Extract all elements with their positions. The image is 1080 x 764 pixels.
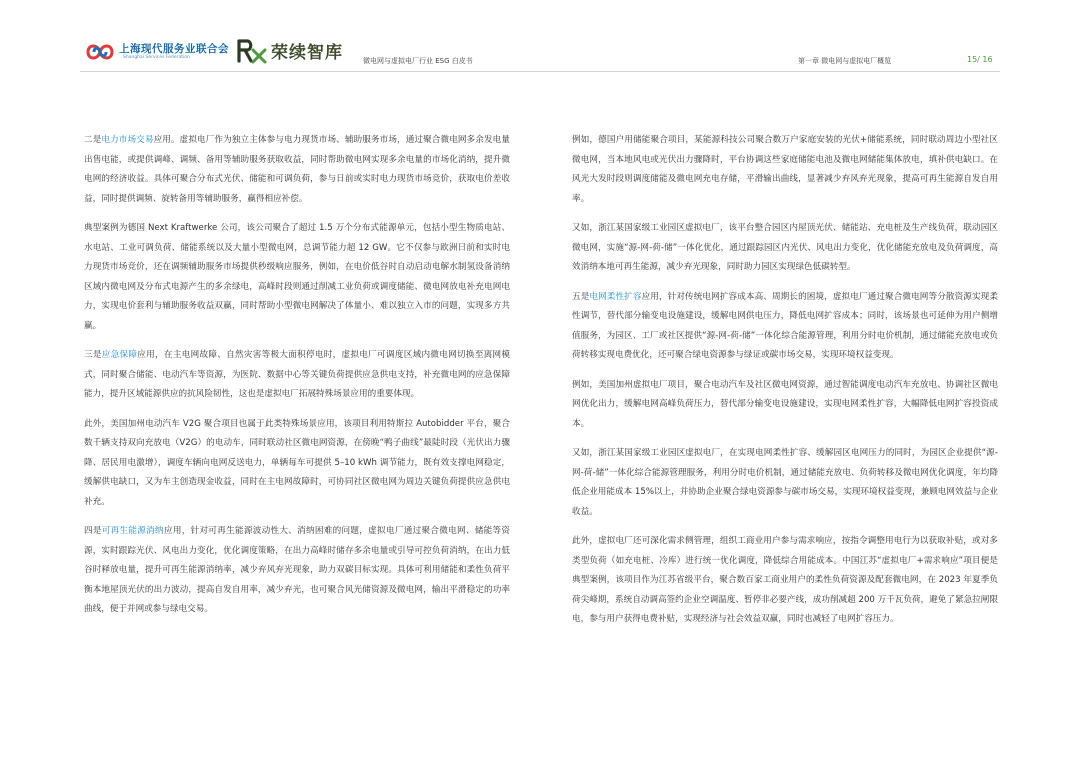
left-column [84, 131, 510, 630]
organization-name: 上海现代服务业联合会 [119, 43, 229, 55]
highlight-term: 应急保障 [101, 350, 138, 360]
page-number: 15/ 16 [967, 55, 993, 64]
right-column [572, 131, 998, 640]
highlight-term: 可再生能源消纳 [101, 526, 164, 536]
paragraph: 三是应急保障应用，在主电网故障、自然灾害等极大面积停电时，虚拟电厂可调度区域内微电网切换至离网模式，同时聚合储能、电动汽车等资源，为医院、数据中心等关键负荷提供应急供电支持，补充微电网的应急保障能力，提升区域能源供应的抗风险韧性，这也是虚拟电厂拓展特殊场景应用的重要体现。 [84, 350, 510, 399]
page-header [0, 0, 1080, 80]
chapter-title: 第一章 微电网与虚拟电厂概览 [798, 57, 892, 65]
brand-name: 荣续智库 [271, 43, 343, 63]
highlight-term: 电网柔性扩容 [589, 291, 642, 302]
federation-logo-icon [84, 40, 116, 64]
paragraph: 又如，浙江某国家级工业园区虚拟电厂，该平台整合园区内屋顶光伏、储能站、充电桩及生产线负荷，联动园区微电网，实施“源-网-荷-储”一体化优化，通过跟踪园区内光伏、风电出力变化，优化储能充放电及负荷调度，高效消纳本地可再生能源，减少弃光现象，同时助力园区实现绿色低碳转型。 [572, 223, 998, 272]
paragraph: 二是电力市场交易应用。虚拟电厂作为独立主体参与电力现货市场、辅助服务市场，通过聚合微电网多余发电量出售电能，或提供调峰、调频、备用等辅助服务获取收益，同时帮助微电网实现多余电量的市场化消纳，提升微电网的经济收益。具体可聚合分布式光伏、储能和可调负荷，参与日前或实时电力现货市场竞价，获取电价差收益，同时提供调频、旋转备用等辅助服务，赢得相应补偿。 [84, 135, 510, 204]
paragraph: 例如，美国加州虚拟电厂项目，聚合电动汽车及社区微电网资源，通过智能调度电动汽车充放电、协调社区微电网优化出力，缓解电网高峰负荷压力，替代部分输变电设施建设，实现电网柔性扩容，大幅降低电网扩容投资成本。 [572, 379, 998, 429]
paragraph: 又如，浙江某国家级工业园区虚拟电厂，在实现电网柔性扩容、缓解园区电网压力的同时，为园区企业提供“源-网-荷-储”一体化综合能源管理服务，利用分时电价机制，通过储能充放电、负荷转移及微电网优化调度，年均降低企业用能成本 15%以上，并协助企业聚合绿电资源参与碳市场交易，实现环境权益变现，兼顾电网效益与企业收益。 [572, 448, 998, 517]
organization-name-en: Shanghai Services Federation [123, 55, 190, 60]
paragraph: 五是电网柔性扩容应用，针对传统电网扩容成本高、周期长的困境，虚拟电厂通过聚合微电网等分散资源实现柔性调节，替代部分输变电设施建设，缓解电网供电压力，降低电网扩容成本；同时，该场景也可延伸为用户侧增值服务，为园区、工厂或社区提供“源-网-荷-储”一体化综合能源管理，利用分时电价机制，通过储能充放电或负荷转移实现电费优化，还可聚合绿电资源参与绿证或碳市场交易，实现环境权益变现。 [572, 291, 998, 360]
paragraph: 例如，德国户用储能聚合项目，某能源科技公司聚合数万户家庭安装的光伏+储能系统，同时联动周边小型社区微电网，当本地风电或光伏出力骤降时，平台协调这些家庭储能电池及微电网储能集体放电，填补供电缺口。在风光大发时段则调度储能及微电网充电存储，平滑输出曲线，显著减少弃风弃光现象，提高可再生能源自发自用率。 [572, 135, 998, 204]
paragraph: 典型案例为德国 Next Kraftwerke 公司，该公司聚合了超过 1.5 万个分布式能源单元，包括小型生物质电站、水电站、工业可调负荷、储能系统以及大量小型微电网，总调节能力超 12 GW。它不仅参与欧洲日前和实时电力现货市场竞价，还在调频辅助服务市场提供秒级响应服务，例如，在电价低谷时自动启动电解水制氢设备消纳区域内微电网及分布式电源产生的多余绿电，高峰时段则通过削减工业负荷或调度储能、微电网放电补充电网电力，实现电价套利与辅助服务收益双赢，同时帮助小型微电网解决了体量小、难以独立入市的问题，实现多方共赢。 [84, 223, 510, 331]
paragraph: 此外，虚拟电厂还可深化需求侧管理，组织工商业用户参与需求响应，按指令调整用电行为以获取补贴，或对多类型负荷（如充电桩、冷库）进行统一优化调度，降低综合用能成本。中国江苏“虚拟电厂+需求响应”项目便是典型案例，该项目作为江苏省级平台，聚合数百家工商业用户的柔性负荷资源及配套微电网，在 2023 年夏季负荷尖峰期，系统自动调高签约企业空调温度、暂停非必要产线，成功削减超 200 万千瓦负荷，避免了紧急拉闸限电，参与用户获得电费补贴，实现经济与社会效益双赢，同时也减轻了电网扩容压力。 [572, 536, 998, 624]
document-title: 微电网与虚拟电厂行业 ESG 白皮书 [363, 57, 473, 65]
paragraph: 四是可再生能源消纳应用，针对可再生能源波动性大、消纳困难的问题，虚拟电厂通过聚合微电网、储能等资源，实时跟踪光伏、风电出力变化，优化调度策略，在出力高峰时储存多余电量或引导可控负荷消纳，在出力低谷时释放电量，提升可再生能源消纳率，减少弃风弃光现象，助力双碳目标实现。具体可利用储能和柔性负荷平衡本地屋顶光伏的出力波动，提高自发自用率，减少弃光，也可聚合风光储资源及微电网，输出平滑稳定的功率曲线，便于并网或参与绿电交易。 [84, 526, 510, 614]
paragraph: 此外，美国加州电动汽车 V2G 聚合项目也属于此类特殊场景应用，该项目利用特斯拉 Autobidder 平台，聚合数千辆支持双向充放电（V2G）的电动车，同时联动社区微电网资源，在傍晚“鸭子曲线”最陡时段（光伏出力骤降、居民用电激增），调度车辆向电网反送电力，单辆每车可提供 5–10 kWh 调节能力，既有效支撑电网稳定，缓解供电缺口，又为车主创造现金收益，同时在主电网故障时，可协同社区微电网为周边关键负荷提供应急供电补充。 [84, 418, 510, 507]
highlight-term: 电力市场交易 [101, 135, 154, 145]
header-divider [80, 71, 1000, 72]
rx-brand-logo-icon [237, 38, 267, 64]
